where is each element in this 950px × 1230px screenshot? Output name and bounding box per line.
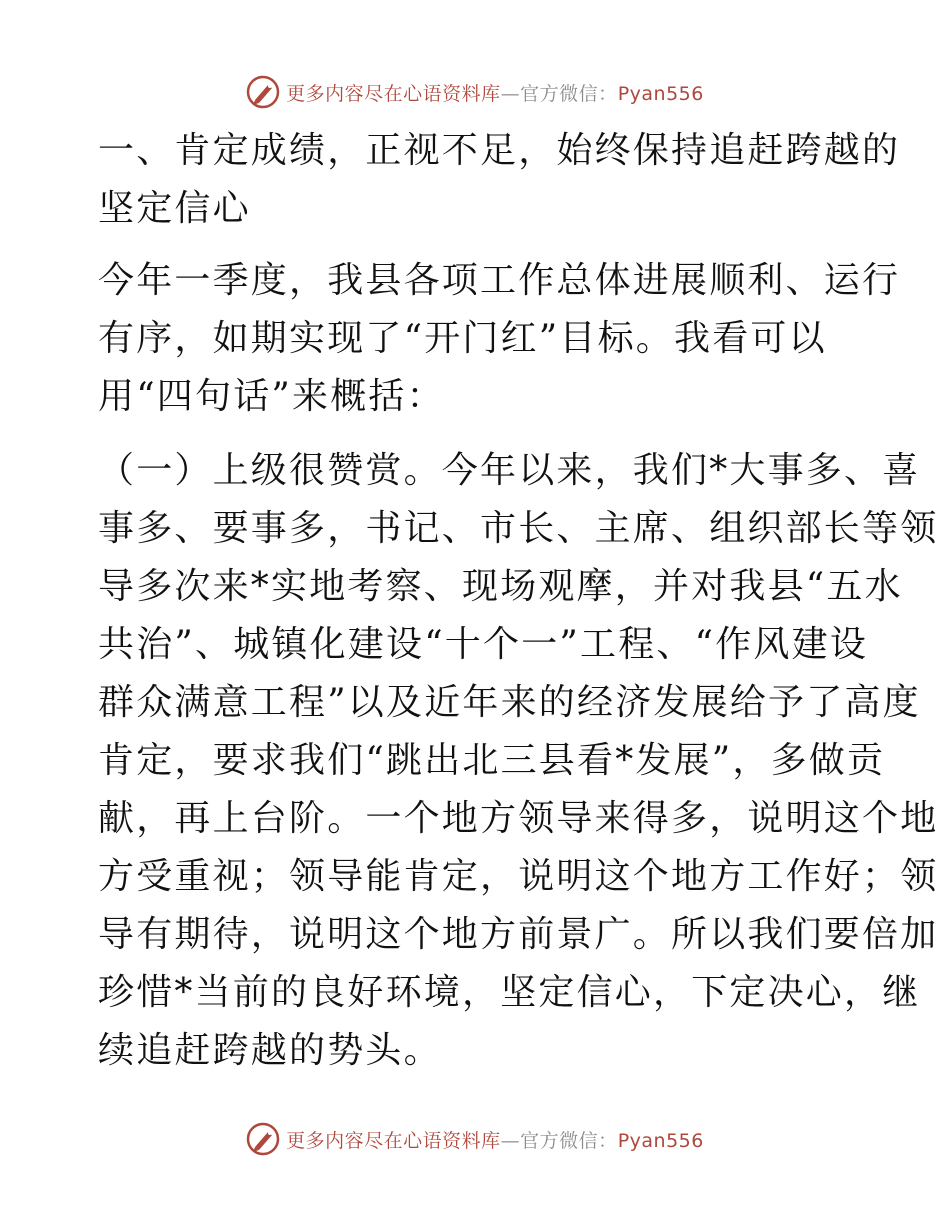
watermark-wechat-id: Pyan556 bbox=[617, 82, 704, 105]
paragraph-line: 今年一季度，我县各项工作总体进展顺利、运行 bbox=[98, 260, 901, 301]
paragraph-line: 续追赶跨越的势头。 bbox=[98, 1030, 442, 1071]
paragraph-point-one bbox=[98, 442, 939, 1080]
watermark-text bbox=[286, 1126, 704, 1153]
paragraph-intro bbox=[98, 252, 901, 426]
heading-line: 坚定信心 bbox=[98, 188, 251, 229]
watermark-footer bbox=[0, 1117, 950, 1161]
pen-logo-icon bbox=[246, 1122, 280, 1156]
watermark-separator: — bbox=[500, 1129, 521, 1152]
watermark-separator: — bbox=[500, 82, 521, 105]
document-body bbox=[98, 122, 939, 1080]
paragraph-line: （一）上级很赞赏。今年以来，我们*大事多、喜 bbox=[98, 450, 921, 491]
watermark-text bbox=[286, 79, 704, 106]
paragraph-line: 共治”、城镇化建设“十个一”工程、“作风建设 bbox=[98, 624, 869, 665]
watermark-wechat-label: 官方微信： bbox=[520, 1129, 618, 1152]
paragraph-line: 导多次来*实地考察、现场观摩，并对我县“五水 bbox=[98, 566, 903, 607]
watermark-site-text: 更多内容尽在心语资料库 bbox=[286, 1129, 501, 1152]
paragraph-line: 群众满意工程”以及近年来的经济发展给予了高度 bbox=[98, 682, 921, 723]
paragraph-line: 有序，如期实现了“开门红”目标。我看可以 bbox=[98, 318, 827, 359]
heading-line: 一、肯定成绩，正视不足，始终保持追赶跨越的 bbox=[98, 130, 901, 171]
watermark-wechat-label: 官方微信： bbox=[520, 82, 618, 105]
paragraph-line: 用“四句话”来概括： bbox=[98, 376, 445, 417]
paragraph-line: 导有期待，说明这个地方前景广。所以我们要倍加 bbox=[98, 914, 939, 955]
paragraph-line: 珍惜*当前的良好环境，坚定信心，下定决心，继 bbox=[98, 972, 921, 1013]
watermark-header bbox=[0, 70, 950, 114]
section-heading bbox=[98, 122, 901, 238]
watermark-wechat-id: Pyan556 bbox=[617, 1129, 704, 1152]
watermark-site-text: 更多内容尽在心语资料库 bbox=[286, 82, 501, 105]
pen-logo-icon bbox=[246, 75, 280, 109]
paragraph-line: 方受重视；领导能肯定，说明这个地方工作好；领 bbox=[98, 856, 939, 897]
paragraph-line: 肯定，要求我们“跳出北三县看*发展”，多做贡 bbox=[98, 740, 886, 781]
paragraph-line: 献，再上台阶。一个地方领导来得多，说明这个地 bbox=[98, 798, 939, 839]
paragraph-line: 事多、要事多，书记、市长、主席、组织部长等领 bbox=[98, 508, 939, 549]
